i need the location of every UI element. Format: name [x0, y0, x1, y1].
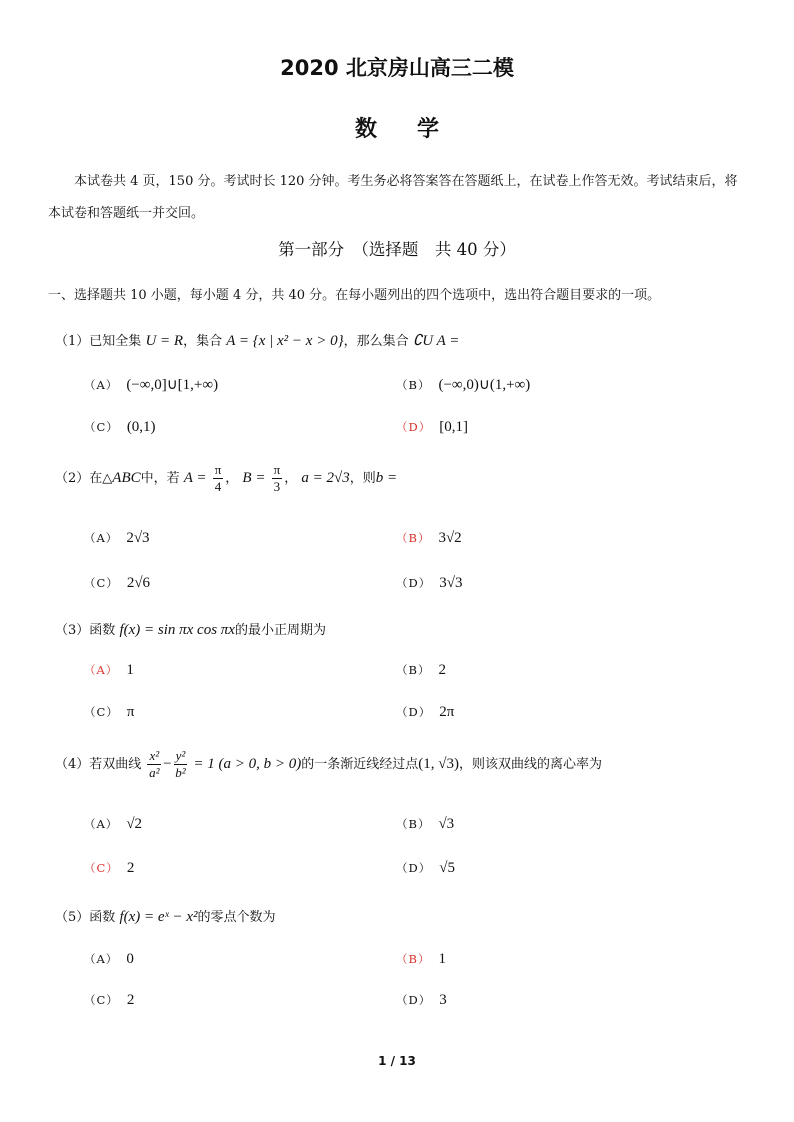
question-5-stem: （5）函数 f(x) = eˣ − x²的零点个数为: [55, 909, 276, 925]
option-5b[interactable]: （B） 1: [396, 951, 446, 967]
question-number: （2）: [55, 471, 90, 486]
question-number: （1）: [55, 334, 90, 349]
option-1d[interactable]: （D） [0,1]: [396, 419, 468, 435]
section-instruction: 一、选择题共 10 小题，每小题 4 分，共 40 分。在每小题列出的四个选项中，选出符合题目要求的一项。: [48, 288, 661, 303]
fraction: $\frac{\text{x²}}{\text{a²}}$: [149, 748, 160, 780]
option-5d[interactable]: （D） 3: [396, 992, 447, 1008]
option-2c[interactable]: （C） 2√6: [84, 575, 151, 591]
option-3a[interactable]: （A） 1: [84, 662, 134, 678]
question-2-stem: （2）在△ABC中，若 A = $\frac{\pi}{4}$ ， B = $\frac{\pi}{3}$ ， a = 2√3，则b =: [55, 462, 398, 494]
fraction: $\frac{\pi}{3}$: [273, 462, 281, 494]
option-1a[interactable]: （A） (−∞,0]∪[1,+∞): [84, 377, 219, 393]
question-1-stem: （1）已知全集 U = R，集合 A = {x | x² − x > 0}，那么集合 ∁U A =: [55, 333, 460, 349]
question-3-stem: （3）函数 f(x) = sin πx cos πx的最小正周期为: [55, 622, 326, 638]
fraction: $\frac{\text{y²}}{\text{b²}}$: [175, 748, 186, 780]
question-number: （5）: [55, 910, 90, 925]
option-2a[interactable]: （A） 2√3: [84, 530, 150, 546]
fraction: $\frac{\pi}{4}$: [214, 462, 222, 494]
option-4b[interactable]: （B） √3: [396, 816, 455, 832]
document-title: 2020 北京房山高三二模: [280, 56, 514, 80]
option-1b[interactable]: （B） (−∞,0)∪(1,+∞): [396, 377, 531, 393]
option-2d[interactable]: （D） 3√3: [396, 575, 463, 591]
option-5a[interactable]: （A） 0: [84, 951, 134, 967]
option-4d[interactable]: （D） √5: [396, 860, 455, 876]
question-number: （4）: [55, 757, 90, 772]
option-3c[interactable]: （C） π: [84, 704, 135, 720]
option-5c[interactable]: （C） 2: [84, 992, 135, 1008]
option-4a[interactable]: （A） √2: [84, 816, 143, 832]
option-3d[interactable]: （D） 2π: [396, 704, 455, 720]
page-number: 1 / 13: [378, 1054, 416, 1068]
question-number: （3）: [55, 623, 90, 638]
option-1c[interactable]: （C） (0,1): [84, 419, 156, 435]
option-2b[interactable]: （B） 3√2: [396, 530, 462, 546]
option-3b[interactable]: （B） 2: [396, 662, 446, 678]
subject-heading: 数学: [354, 117, 479, 142]
option-4c[interactable]: （C） 2: [84, 860, 135, 876]
exam-instructions: 本试卷共 4 页，150 分。考试时长 120 分钟。考生务必将答案答在答题纸上，在试卷上作答无效。考试结束后，将本试卷和答题纸一并交回。: [48, 174, 738, 221]
question-4-stem: （4）若双曲线 $\frac{\text{x²}}{\text{a²}}$ − $\frac{\text{y²}}{\text{b²}}$ = 1 (a > 0, b > 0)的一条渐近线经过点(1, √3)，则该双曲线的离心率为: [55, 748, 603, 780]
part-heading: 第一部分 （选择题 共 40 分）: [278, 240, 516, 259]
